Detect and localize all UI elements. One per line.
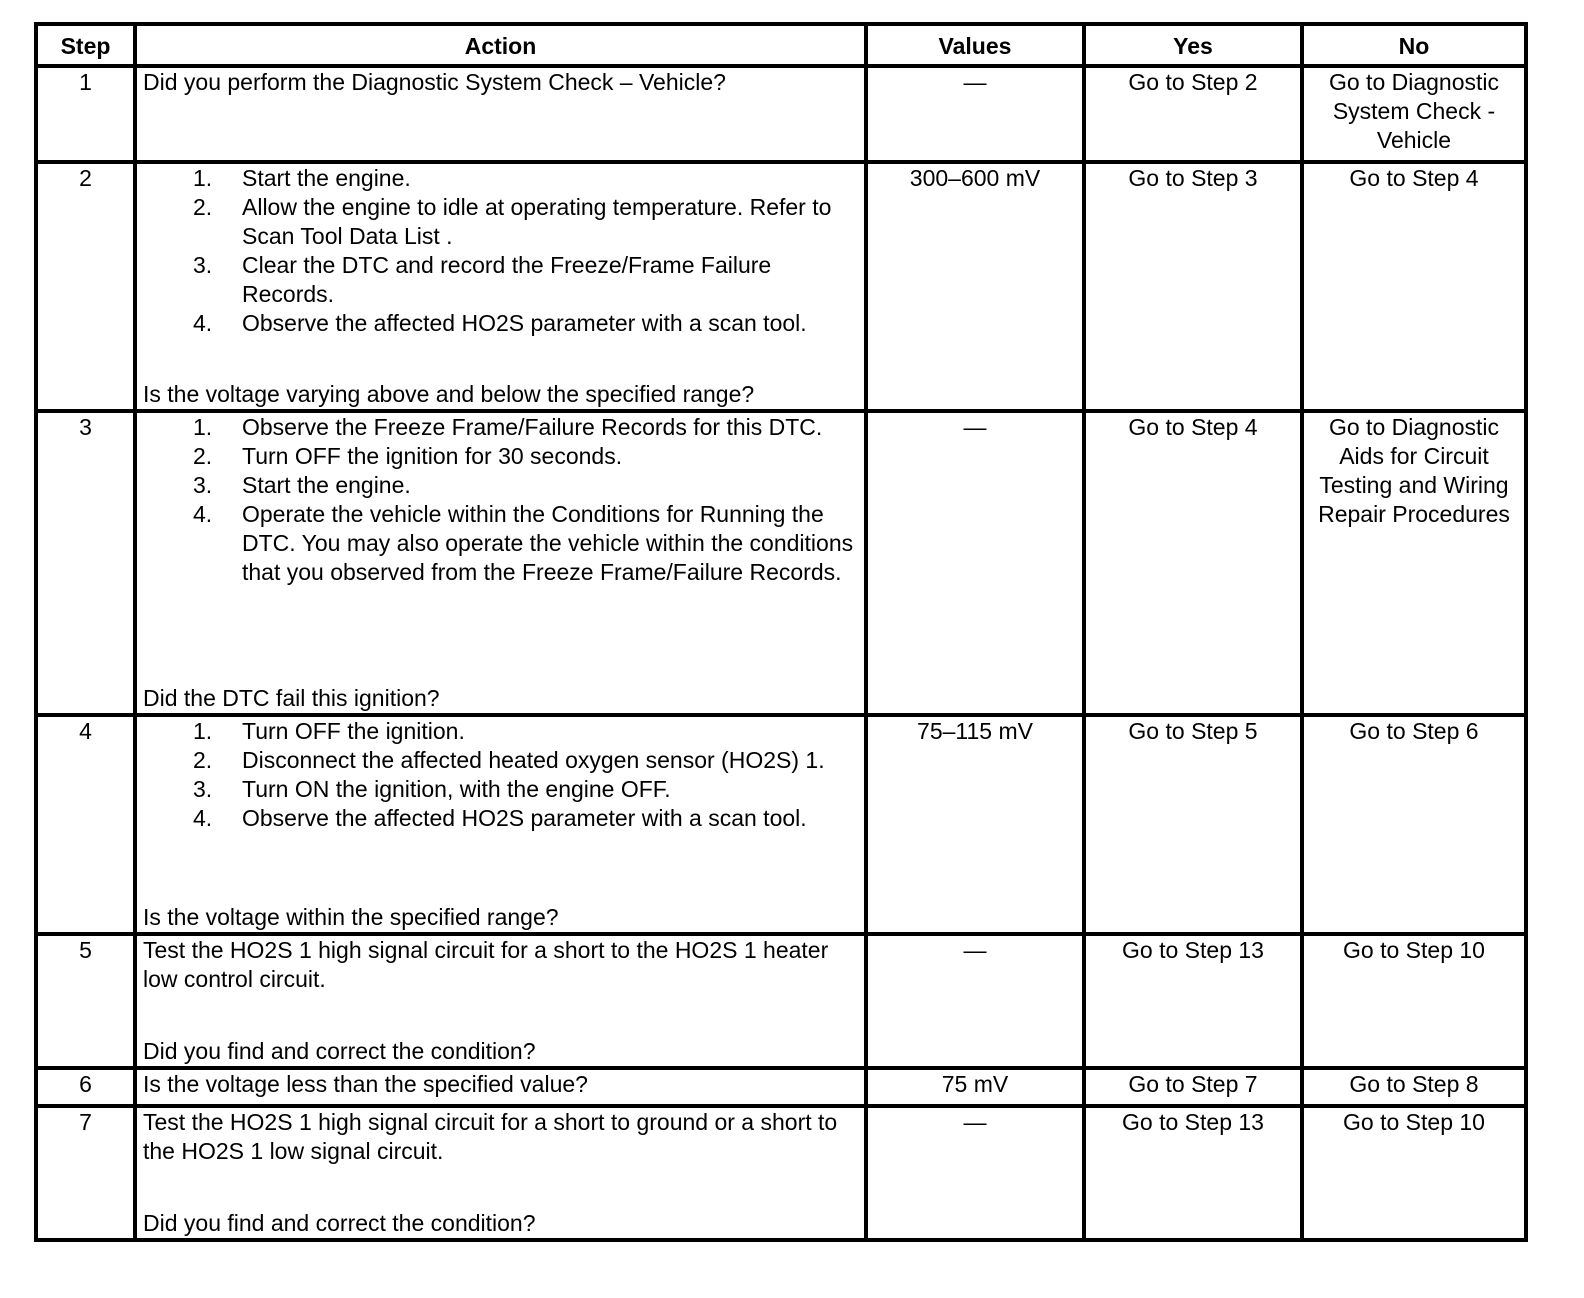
header-action: Action	[135, 24, 866, 66]
value-cell: 300–600 mV	[866, 162, 1084, 411]
step-number: 7	[36, 1106, 135, 1240]
list-item: 4. Observe the affected HO2S parameter with a scan tool.	[193, 805, 807, 831]
no-cell: Go to Diagnostic Aids for Circuit Testing and Wiring Repair Procedures	[1302, 411, 1526, 715]
list-item: 4. Operate the vehicle within the Conditions for Running the DTC. You may also operate the vehicle within the conditions that you observed from the Freeze Frame/Failure Records.	[193, 501, 854, 585]
value-cell: —	[866, 66, 1084, 162]
header-yes: Yes	[1084, 24, 1302, 66]
action-cell	[135, 66, 866, 162]
value-cell: —	[866, 1106, 1084, 1240]
value-cell: —	[866, 411, 1084, 715]
action-question: Did you find and correct the condition?	[143, 1038, 536, 1064]
action-cell	[135, 1106, 866, 1240]
table-row	[36, 934, 1526, 1068]
step-number: 1	[36, 66, 135, 162]
action-cell	[135, 934, 866, 1068]
step-number: 6	[36, 1068, 135, 1106]
action-cell	[135, 1068, 866, 1106]
no-cell: Go to Step 10	[1302, 1106, 1526, 1240]
value-cell: 75–115 mV	[866, 715, 1084, 934]
yes-cell: Go to Step 7	[1084, 1068, 1302, 1106]
action-text: Test the HO2S 1 high signal circuit for a short to ground or a short to the HO2S 1 low signal circuit.	[143, 1109, 838, 1164]
step-number: 3	[36, 411, 135, 715]
list-item: 1. Start the engine.	[193, 165, 411, 191]
step-number: 2	[36, 162, 135, 411]
list-item: 1. Observe the Freeze Frame/Failure Records for this DTC.	[193, 414, 823, 440]
table-row	[36, 1068, 1526, 1106]
yes-cell: Go to Step 5	[1084, 715, 1302, 934]
diagnostic-page	[34, 22, 1524, 1242]
list-item: 2. Disconnect the affected heated oxygen sensor (HO2S) 1.	[193, 747, 825, 773]
list-item: 2. Turn OFF the ignition for 30 seconds.	[193, 443, 623, 469]
yes-cell: Go to Step 13	[1084, 1106, 1302, 1240]
action-question: Is the voltage varying above and below the specified range?	[143, 381, 755, 407]
instruction-list	[143, 717, 858, 833]
header-no: No	[1302, 24, 1526, 66]
header-step: Step	[36, 24, 135, 66]
instruction-list	[143, 164, 858, 338]
step-number: 5	[36, 934, 135, 1068]
list-item: 3. Turn ON the ignition, with the engine OFF.	[193, 776, 671, 802]
list-item: 4. Observe the affected HO2S parameter with a scan tool.	[193, 310, 807, 336]
action-text: Test the HO2S 1 high signal circuit for a short to the HO2S 1 heater low control circuit.	[143, 937, 829, 992]
table-row	[36, 1106, 1526, 1240]
no-cell: Go to Diagnostic System Check - Vehicle	[1302, 66, 1526, 162]
header-row	[36, 24, 1526, 66]
table-row	[36, 162, 1526, 411]
action-cell	[135, 162, 866, 411]
header-values: Values	[866, 24, 1084, 66]
no-cell: Go to Step 8	[1302, 1068, 1526, 1106]
instruction-list	[143, 413, 858, 587]
action-cell	[135, 411, 866, 715]
action-question: Did the DTC fail this ignition?	[143, 685, 440, 711]
table-row	[36, 411, 1526, 715]
yes-cell: Go to Step 13	[1084, 934, 1302, 1068]
table-row	[36, 715, 1526, 934]
value-cell: 75 mV	[866, 1068, 1084, 1106]
no-cell: Go to Step 6	[1302, 715, 1526, 934]
list-item: 2. Allow the engine to idle at operating temperature. Refer to Scan Tool Data List .	[193, 194, 832, 249]
list-item: 1. Turn OFF the ignition.	[193, 718, 465, 744]
list-item: 3. Clear the DTC and record the Freeze/Frame Failure Records.	[193, 252, 772, 307]
action-text: Did you perform the Diagnostic System Check – Vehicle?	[143, 69, 726, 95]
yes-cell: Go to Step 4	[1084, 411, 1302, 715]
action-cell	[135, 715, 866, 934]
yes-cell: Go to Step 2	[1084, 66, 1302, 162]
no-cell: Go to Step 10	[1302, 934, 1526, 1068]
yes-cell: Go to Step 3	[1084, 162, 1302, 411]
action-text: Is the voltage less than the specified value?	[143, 1071, 588, 1097]
diagnostic-table	[34, 22, 1528, 1242]
value-cell: —	[866, 934, 1084, 1068]
step-number: 4	[36, 715, 135, 934]
action-question: Is the voltage within the specified range?	[143, 904, 559, 930]
list-item: 3. Start the engine.	[193, 472, 411, 498]
no-cell: Go to Step 4	[1302, 162, 1526, 411]
table-row	[36, 66, 1526, 162]
action-question: Did you find and correct the condition?	[143, 1210, 536, 1236]
